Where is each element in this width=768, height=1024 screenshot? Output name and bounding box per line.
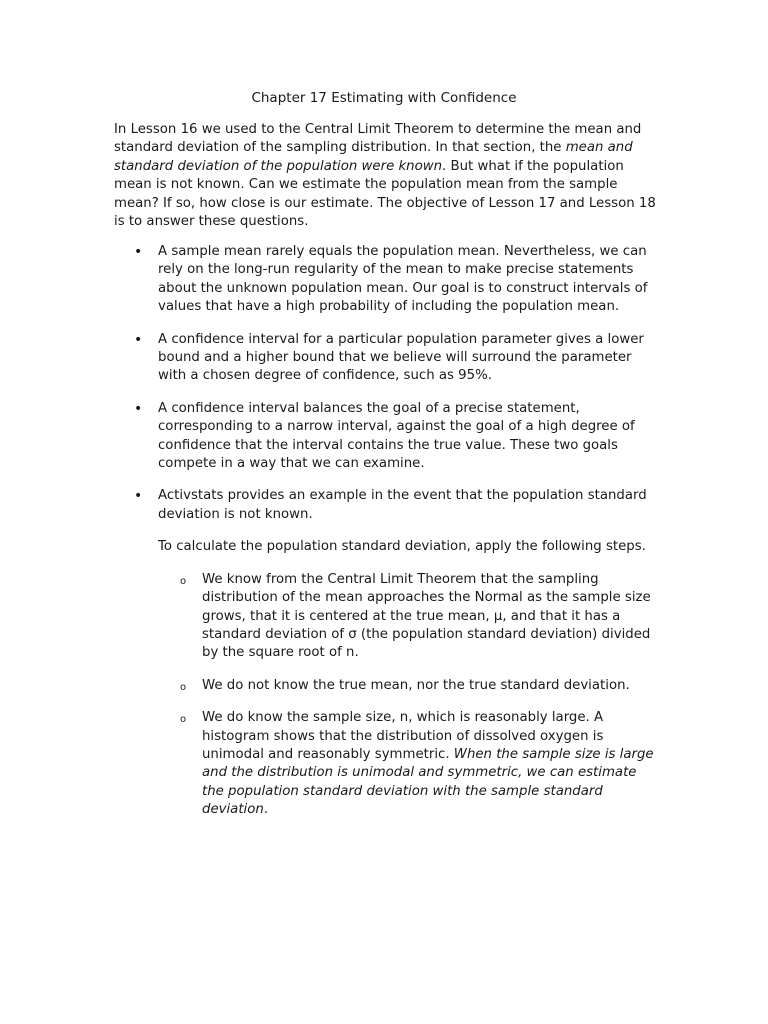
bullet-text: A confidence interval balances the goal of a precise statement, corresponding to a narrow interval, against the goal of a high degree of confidence that the interval contains the true value. These two goals compete in a way that we can examine. <box>158 400 635 472</box>
bullet-text: A confidence interval for a particular population parameter gives a lower bound and a higher bound that we believe will surround the parameter with a chosen degree of confidence, such as 95%. <box>158 331 644 384</box>
bullet-item-activstats <box>114 487 659 819</box>
sub-bullet-marker: o <box>180 681 187 693</box>
sub-bullet-text-part2: . <box>263 802 269 818</box>
sub-bullet-text: We do not know the true mean, nor the true standard deviation. <box>202 677 630 693</box>
steps-intro: To calculate the population standard deviation, apply the following steps. <box>158 539 646 555</box>
sub-bullet-text-part1: We do know the sample size, n, which is reasonably large. A histogram shows that the distribution of dissolved oxygen is unimodal and reasonably symmetric. <box>202 710 604 762</box>
sub-bullet-emphasis: When the sample size is large and the distribution is unimodal and symmetric, we can estimate the population standard deviation with the sample standard deviation <box>202 746 654 818</box>
sub-bullet-item-unknown <box>158 677 659 695</box>
intro-paragraph <box>114 121 659 231</box>
intro-emphasis: mean and standard deviation of the population were known <box>114 140 633 174</box>
page-title: Chapter 17 Estimating with Confidence <box>251 90 517 106</box>
intro-text-part1: In Lesson 16 we used to the Central Limit Theorem to determine the mean and standard deviation of the sampling distribution. In that section, the <box>114 122 642 156</box>
bullet-marker: • <box>134 488 143 505</box>
sub-bullet-item-clt <box>158 571 659 663</box>
sub-bullet-item-sample-size <box>158 709 659 819</box>
sub-bullet-marker: o <box>180 714 187 726</box>
bullet-text: A sample mean rarely equals the population mean. Nevertheless, we can rely on the long-run regularity of the mean to make precise statements about the unknown population mean. Our goal is to construct intervals of values that have a high probability of including the population mean. <box>158 244 648 315</box>
intro-text-part2: . But what if the population mean is not known. Can we estimate the population mean from the sample mean? If so, how close is our estimate. The objective of Lesson 17 and Lesson 18 is to answer these questions. <box>114 158 656 230</box>
sub-bullet-text: We know from the Central Limit Theorem that the sampling distribution of the mean approaches the Normal as the sample size grows, that it is centered at the true mean, μ, and that it has a standard deviation of σ (the population standard deviation) divided by the square root of n. <box>202 571 651 661</box>
bullet-marker: • <box>134 244 143 260</box>
bullet-text: Activstats provides an example in the event that the population standard deviation is not known. <box>158 488 647 522</box>
bullet-marker: • <box>134 400 143 417</box>
sub-bullet-marker: o <box>180 575 187 587</box>
bullet-marker: • <box>134 331 143 348</box>
bullet-list <box>114 243 659 834</box>
bullet-item-confidence-interval <box>114 331 659 386</box>
sub-bullet-list <box>158 571 659 820</box>
bullet-item-sample-mean <box>114 243 659 317</box>
bullet-item-balance <box>114 400 659 474</box>
